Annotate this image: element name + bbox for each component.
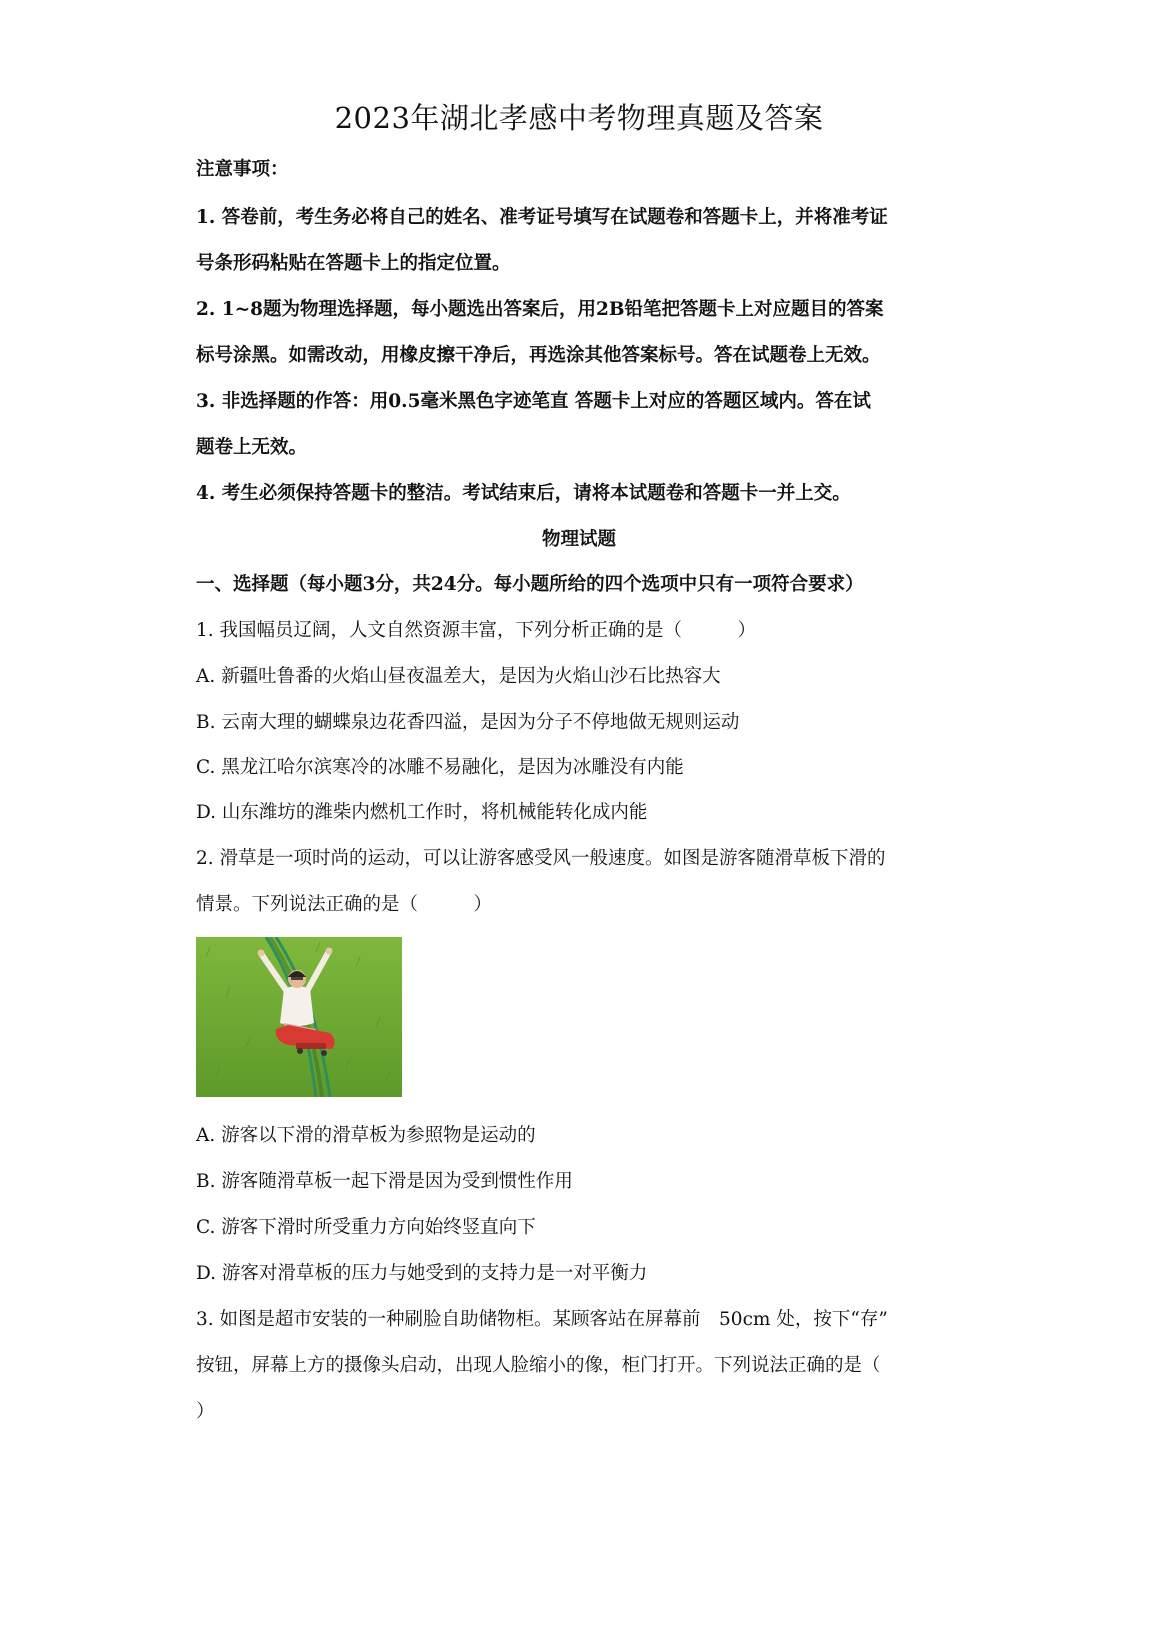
section-title: 物理试题 [541, 529, 616, 550]
question-2-stem: 2. 滑草是一项时尚的运动，可以让游客感受风一般速度。如图是游客随滑草板下滑的 [196, 848, 886, 869]
question-1-option-a: A. 新疆吐鲁番的火焰山昼夜温差大，是因为火焰山沙石比热容大 [196, 666, 721, 687]
notice-line: 标号涂黑。如需改动，用橡皮擦干净后，再选涂其他答案标号。答在试题卷上无效。 [196, 345, 881, 366]
notice-line: 号条形码粘贴在答题卡上的指定位置。 [196, 253, 511, 274]
question-1-option-b: B. 云南大理的蝴蝶泉边花香四溢，是因为分子不停地做无规则运动 [196, 712, 740, 733]
notice-line: 3. 非选择题的作答：用0.5毫米黑色字迹笔直 答题卡上对应的答题区域内。答在试 [196, 391, 871, 412]
question-3-stem: ） [196, 1401, 215, 1422]
page-title: 2023年湖北孝感中考物理真题及答案 [334, 101, 824, 135]
notice-line: 2. 1~8题为物理选择题，每小题选出答案后，用2B铅笔把答题卡上对应题目的答案 [196, 299, 884, 320]
question-1-option-d: D. 山东潍坊的潍柴内燃机工作时，将机械能转化成内能 [196, 802, 648, 823]
question-3-stem: 按钮，屏幕上方的摄像头启动，出现人脸缩小的像，柜门打开。下列说法正确的是（ [196, 1355, 881, 1376]
question-1-stem: 1. 我国幅员辽阔，人文自然资源丰富，下列分析正确的是（ ） [196, 620, 757, 641]
part-heading: 一、选择题（每小题3分，共24分。每小题所给的四个选项中只有一项符合要求） [196, 574, 864, 595]
notice-line: 题卷上无效。 [196, 437, 308, 458]
grass-sliding-photo [196, 937, 402, 1097]
notice-line: 1. 答卷前，考生务必将自己的姓名、准考证号填写在试题卷和答题卡上，并将准考证 [196, 207, 888, 228]
notice-line: 4. 考生必须保持答题卡的整洁。考试结束后，请将本试题卷和答题卡一并上交。 [196, 483, 851, 504]
question-2-option-d: D. 游客对滑草板的压力与她受到的支持力是一对平衡力 [196, 1263, 648, 1284]
question-1-option-c: C. 黑龙江哈尔滨寒冷的冰雕不易融化，是因为冰雕没有内能 [196, 757, 684, 778]
question-2-stem: 情景。下列说法正确的是（ ） [196, 894, 493, 915]
question-2-option-b: B. 游客随滑草板一起下滑是因为受到惯性作用 [196, 1171, 573, 1192]
question-2-option-c: C. 游客下滑时所受重力方向始终竖直向下 [196, 1217, 536, 1238]
notice-heading: 注意事项： [196, 159, 289, 180]
question-3-stem: 3. 如图是超市安装的一种刷脸自助储物柜。某顾客站在屏幕前 50cm 处，按下“存” [196, 1309, 888, 1330]
question-2-option-a: A. 游客以下滑的滑草板为参照物是运动的 [196, 1125, 536, 1146]
